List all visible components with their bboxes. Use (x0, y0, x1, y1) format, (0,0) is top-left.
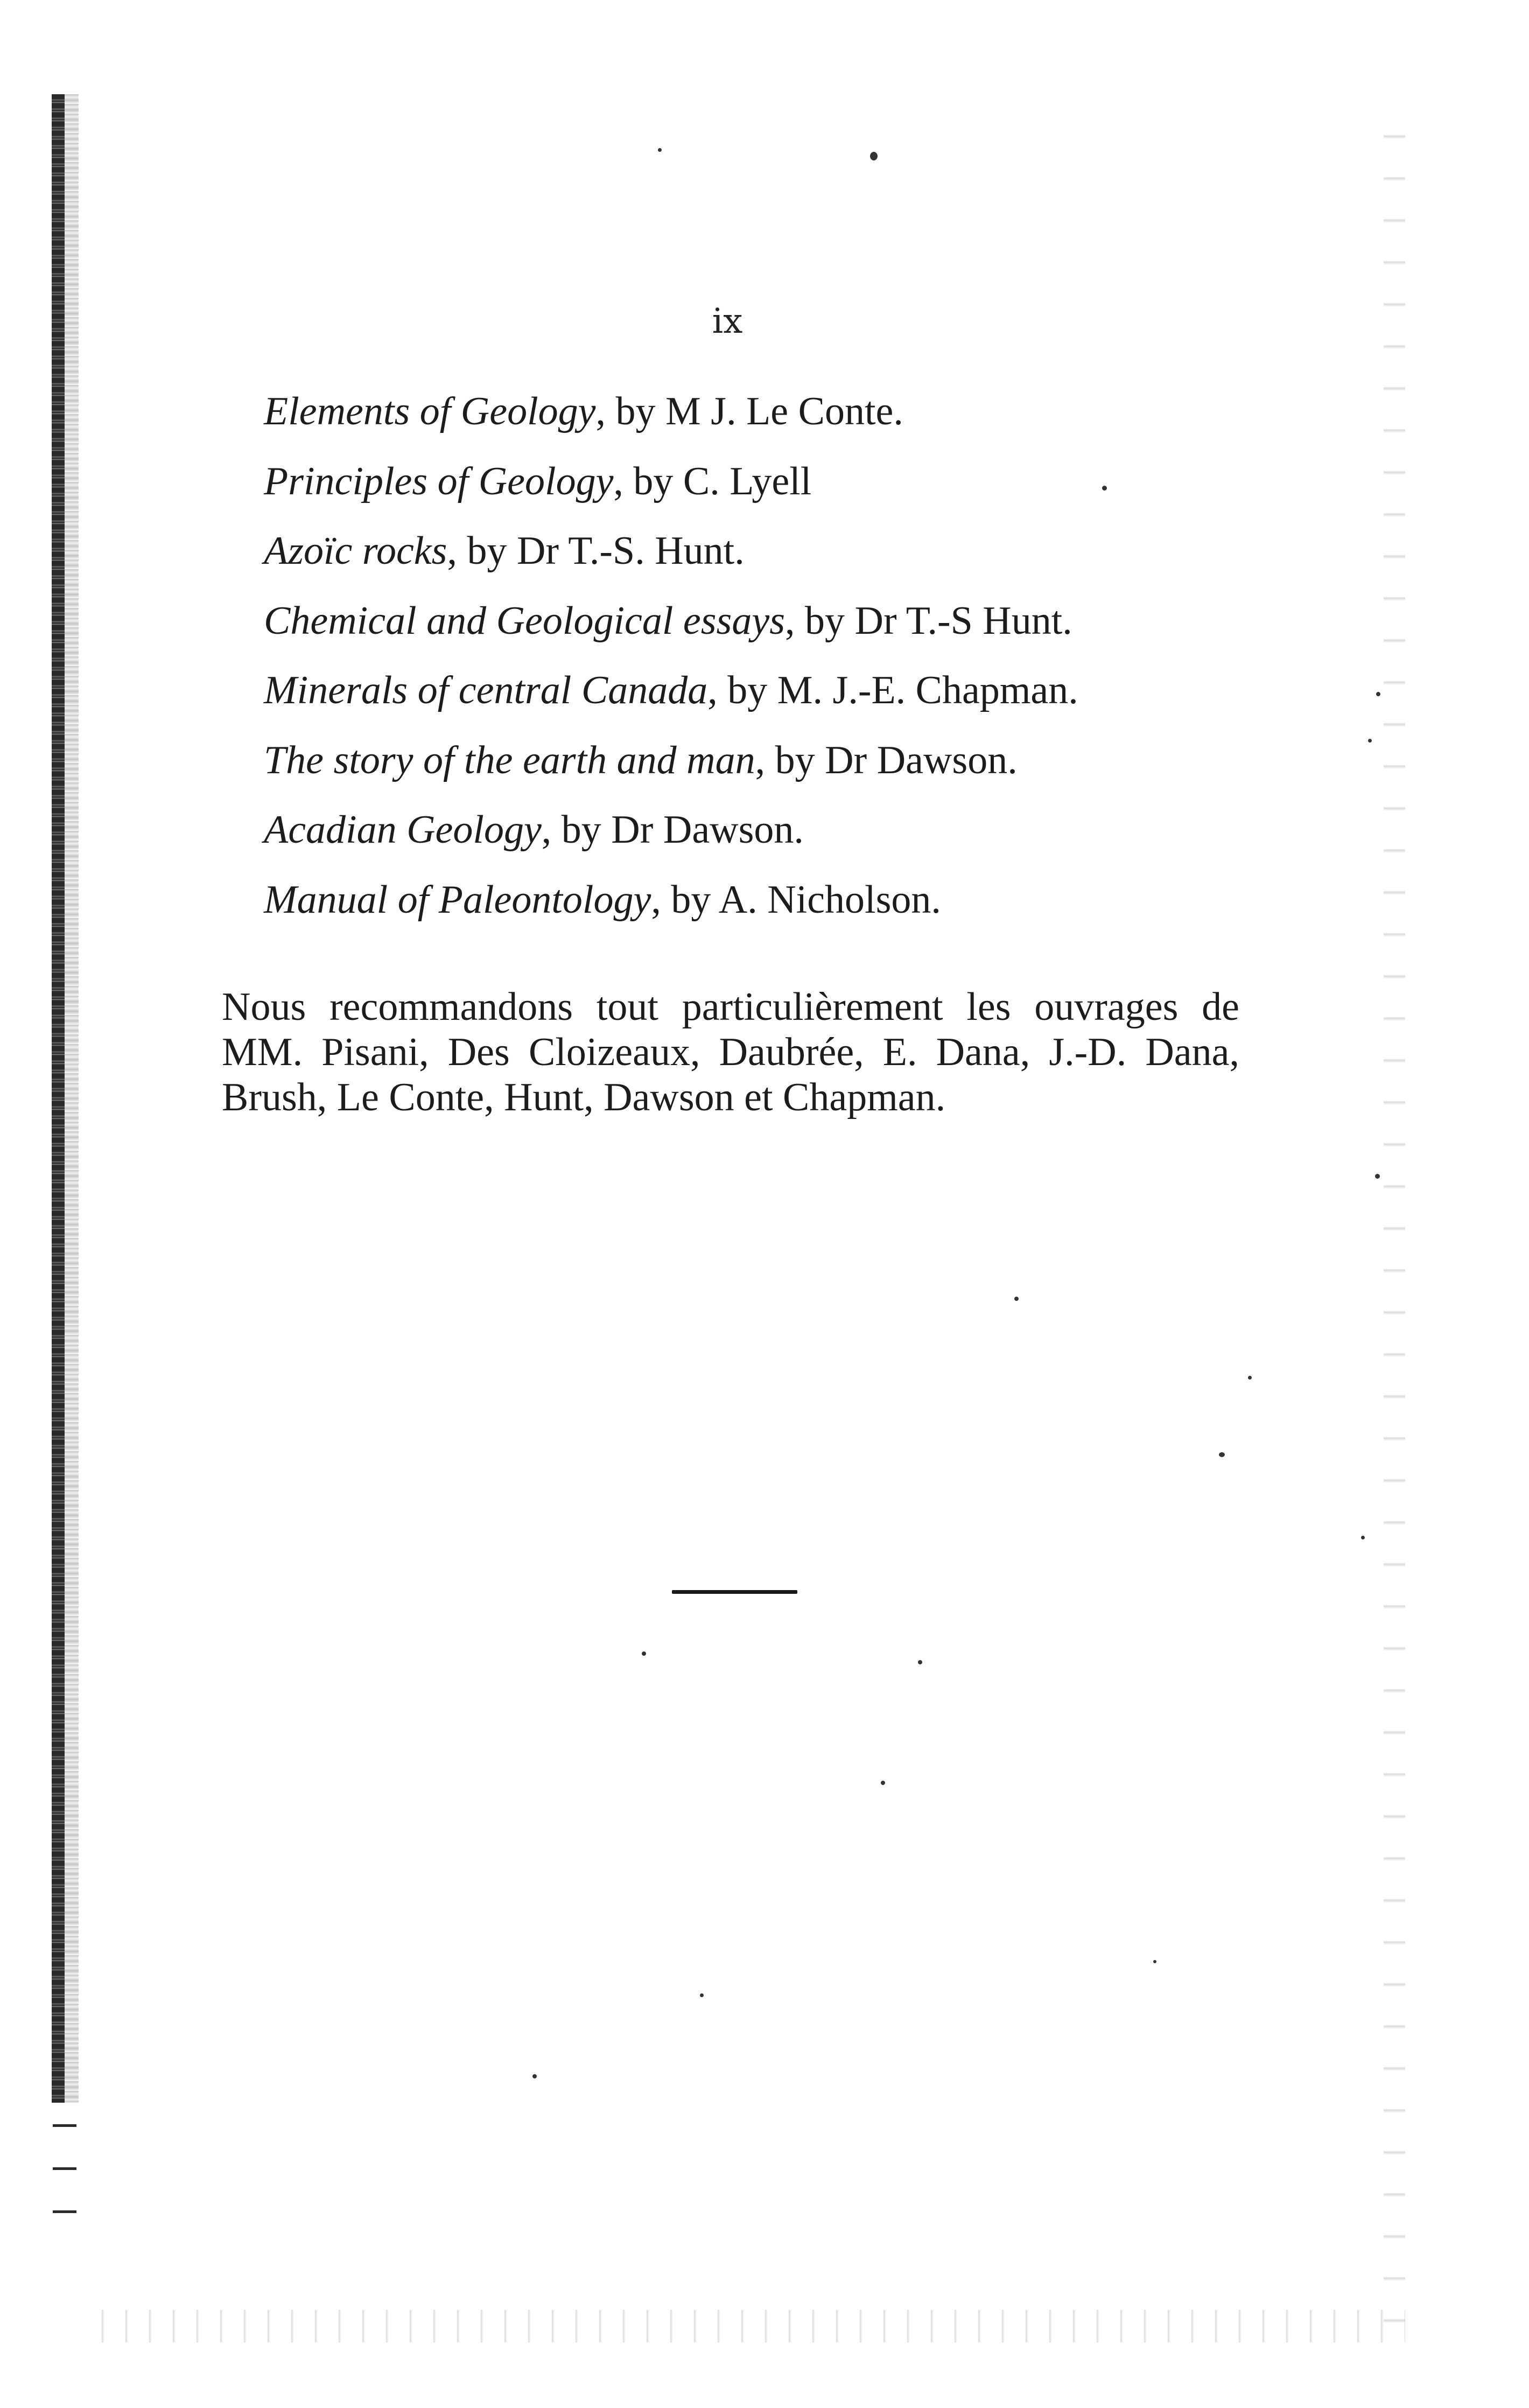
work-author: , by M. J.-E. Chapman. (707, 668, 1078, 712)
work-author: , by Dr T.-S Hunt. (785, 598, 1072, 643)
work-title: Acadian Geology (264, 808, 542, 852)
work-author: , by Dr Dawson. (755, 738, 1018, 782)
binding-shadow (65, 94, 79, 2103)
bibliography-entry (264, 795, 1078, 865)
scan-speck (1376, 692, 1380, 696)
scan-speck (532, 2074, 537, 2078)
scan-noise (81, 2310, 1405, 2342)
scan-speck (1375, 1174, 1380, 1179)
work-author: , by C. Lyell (613, 459, 812, 503)
work-author: , by A. Nicholson. (651, 877, 941, 922)
scan-speck (1153, 1960, 1156, 1963)
scan-speck (870, 152, 878, 160)
work-title: Principles of Geology (264, 459, 614, 503)
edge-mark (53, 2210, 76, 2213)
bibliography-entry (264, 447, 1078, 517)
scan-speck (1368, 739, 1372, 743)
scan-speck (1014, 1297, 1019, 1301)
work-author: , by M J. Le Conte. (595, 389, 903, 433)
scan-speck (1361, 1536, 1365, 1539)
bibliography-entry (264, 377, 1078, 447)
work-title: Elements of Geology (264, 389, 596, 433)
scan-noise (1384, 97, 1405, 2332)
bibliography-entry (264, 516, 1078, 586)
work-title: Minerals of central Canada (264, 668, 708, 712)
work-title: Azoïc rocks (264, 529, 447, 573)
page-number: ix (712, 302, 743, 341)
scan-speck (642, 1651, 646, 1656)
bibliography-list (264, 377, 1078, 935)
edge-mark (53, 2167, 76, 2170)
scan-speck (1248, 1376, 1252, 1380)
work-title: Chemical and Geological essays (264, 598, 785, 643)
section-rule (672, 1590, 797, 1594)
binding-edge (52, 94, 65, 2103)
work-title: Manual of Paleontology (264, 877, 651, 922)
work-author: , by Dr T.-S. Hunt. (447, 529, 745, 573)
bibliography-entry (264, 726, 1078, 796)
bibliography-entry (264, 865, 1078, 935)
scan-speck (700, 1993, 704, 1997)
work-author: , by Dr Dawson. (541, 808, 804, 852)
bibliography-entry (264, 656, 1078, 726)
recommendation-paragraph: Nous recommandons tout particulièrement les ouvrages de MM. Pisani, Des Cloizeaux, Daubrée, E. Dana, J.-D. Dana, Brush, Le Conte, Hunt, Dawson et Chapman. (222, 985, 1239, 1119)
scan-speck (881, 1781, 885, 1785)
scan-speck (658, 148, 662, 152)
scan-speck (1102, 486, 1107, 491)
scan-speck (918, 1660, 922, 1664)
scan-speck (1219, 1452, 1225, 1457)
work-title: The story of the earth and man (264, 738, 755, 782)
edge-mark (53, 2124, 76, 2127)
bibliography-entry (264, 586, 1078, 656)
